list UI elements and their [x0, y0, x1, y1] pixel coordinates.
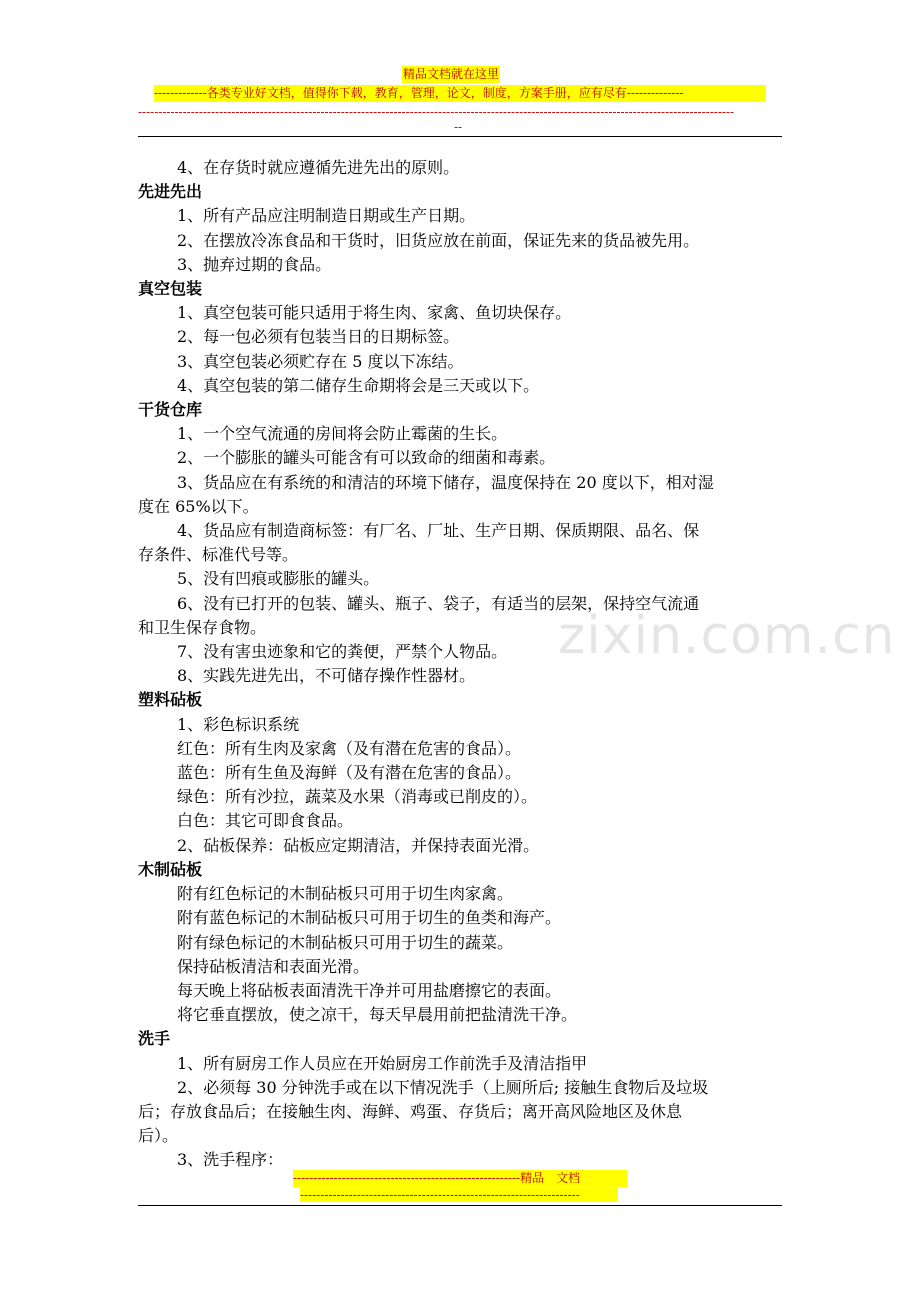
list-item: 2、每一包必须有包装当日的日期标签。: [177, 327, 460, 347]
list-item: 2、必须每 30 分钟洗手或在以下情况洗手（上厕所后; 接触生食物后及垃圾: [177, 1077, 709, 1097]
list-item: 6、没有已打开的包装、罐头、瓶子、袋子，有适当的层架，保持空气流通: [177, 593, 700, 613]
list-item: 附有绿色标记的木制砧板只可用于切生的蔬菜。: [177, 932, 514, 952]
section-heading: 先进先出: [138, 182, 203, 202]
list-item: 1、所有产品应注明制造日期或生产日期。: [177, 206, 476, 226]
list-item: 7、没有害虫迹象和它的粪便，严禁个人物品。: [177, 642, 508, 662]
list-item: 1、彩色标识系统: [177, 714, 300, 734]
list-item-continuation: 后）。: [138, 1126, 179, 1146]
list-item-continuation: 存条件、标准代号等。: [138, 545, 299, 565]
list-item: 4、货品应有制造商标签：有厂名、厂址、生产日期、保质期限、品名、保: [177, 521, 700, 541]
list-item: 1、一个空气流通的房间将会防止霉菌的生长。: [177, 424, 508, 444]
footer-dashes: ---------------------------------------------------------------------: [300, 1188, 618, 1202]
list-item-continuation: 和卫生保存食物。: [138, 617, 267, 637]
header-rule: [138, 136, 782, 137]
header-dashes: ---------------------------------------------------------------------------------------------------------------------------------------------------: [138, 105, 735, 119]
list-item: 1、真空包装可能只适用于将生肉、家禽、鱼切块保存。: [177, 303, 572, 323]
section-heading: 干货仓库: [138, 400, 203, 420]
list-item: 蓝色：所有生鱼及海鲜（及有潜在危害的食品）。: [177, 763, 522, 783]
list-item-continuation: 度在 65%以下。: [138, 496, 259, 516]
header-subtitle: -------------各类专业好文档，值得你下载，教育，管理，论文，制度，方案手册，应有尽有--------------: [154, 85, 766, 102]
list-item: 2、在摆放冷冻食品和干货时，旧货应放在前面，保证先来的货品被先用。: [177, 230, 700, 250]
paragraph: 4、在存货时就应遵循先进先出的原则。: [177, 158, 460, 177]
section-heading: 塑料砧板: [138, 690, 203, 710]
list-item: 每天晚上将砧板表面清洗干净并可用盐磨擦它的表面。: [177, 980, 562, 1000]
list-item: 8、实践先进先出，不可储存操作性器材。: [177, 666, 476, 686]
watermark: zixin.com.cn: [558, 606, 896, 666]
list-item: 附有蓝色标记的木制砧板只可用于切生的鱼类和海产。: [177, 908, 562, 928]
footer-rule: [138, 1205, 782, 1206]
list-item: 3、货品应在有系统的和清洁的环境下储存，温度保持在 20 度以下，相对湿: [177, 472, 714, 492]
footer-line: --------------------------------------------------------精品 文档: [293, 1170, 627, 1187]
list-item: 红色：所有生肉及家禽（及有潜在危害的食品）。: [177, 738, 522, 758]
list-item: 2、一个膨胀的罐头可能含有可以致命的细菌和毒素。: [177, 448, 556, 468]
list-item: 3、洗手程序：: [177, 1150, 284, 1170]
section-heading: 木制砧板: [138, 859, 203, 879]
list-item: 绿色：所有沙拉，蔬菜及水果（消毒或已削皮的）。: [177, 787, 538, 807]
list-item: 保持砧板清洁和表面光滑。: [177, 956, 370, 976]
list-item: 将它垂直摆放，使之凉干，每天早晨用前把盐清洗干净。: [177, 1005, 578, 1025]
list-item: 3、真空包装必须贮存在 5 度以下冻结。: [177, 351, 464, 371]
header-title: 精品文档就在这里: [403, 67, 500, 81]
list-item: 3、抛弃过期的食品。: [177, 254, 332, 274]
list-item: 1、所有厨房工作人员应在开始厨房工作前洗手及清洁指甲: [177, 1053, 588, 1073]
section-heading: 洗手: [138, 1029, 171, 1049]
header-dashes-tail: --: [454, 120, 463, 134]
section-heading: 真空包装: [138, 279, 203, 299]
list-item: 2、砧板保养：砧板应定期清洁，并保持表面光滑。: [177, 835, 540, 855]
list-item: 5、没有凹痕或膨胀的罐头。: [177, 569, 380, 589]
list-item: 附有红色标记的木制砧板只可用于切生肉家禽。: [177, 884, 514, 904]
list-item-continuation: 后；存放食品后；在接触生肉、海鲜、鸡蛋、存货后；离开高风险地区及休息: [138, 1101, 683, 1121]
list-item: 4、真空包装的第二储存生命期将会是三天或以下。: [177, 375, 540, 395]
list-item: 白色：其它可即食食品。: [177, 811, 354, 831]
